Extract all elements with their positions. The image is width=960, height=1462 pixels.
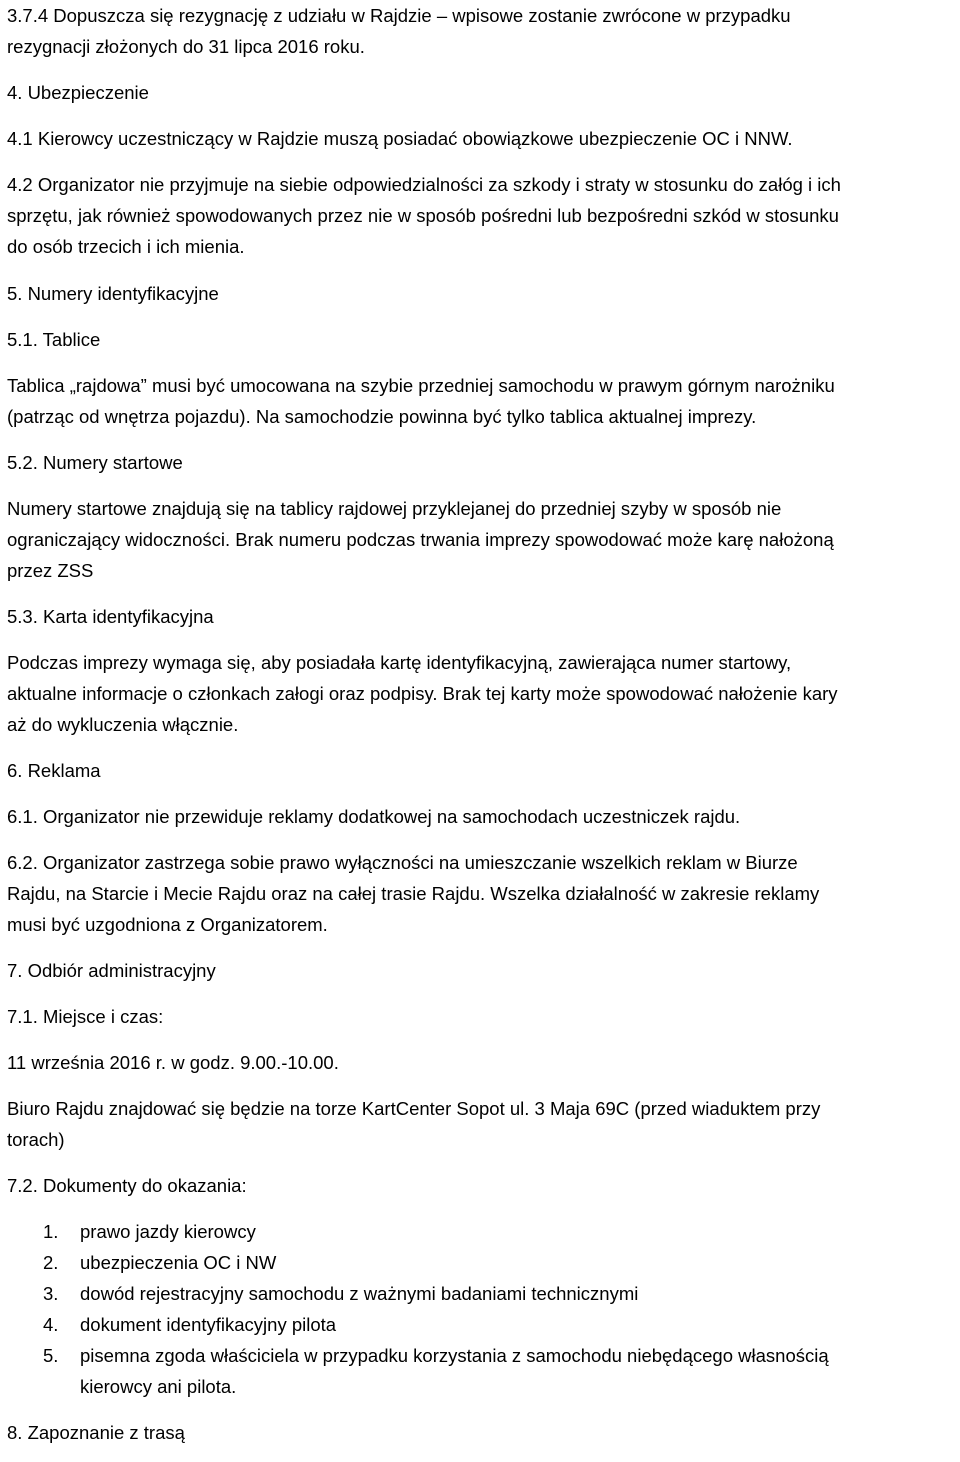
paragraph-6-1: 6.1. Organizator nie przewiduje reklamy dodatkowej na samochodach uczestniczek rajdu.	[7, 806, 741, 827]
subsection-5-1-heading: 5.1. Tablice	[7, 329, 101, 350]
list-item	[7, 1247, 957, 1278]
text-line: 4.2 Organizator nie przyjmuje na siebie odpowiedzialności za szkody i straty w stosunku do załóg i ich	[7, 174, 841, 195]
subsection-7-1-heading: 7.1. Miejsce i czas:	[7, 1006, 164, 1027]
text-line: musi być uzgodniona z Organizatorem.	[7, 914, 328, 935]
text-line: przez ZSS	[7, 560, 94, 581]
text-line: aż do wykluczenia włącznie.	[7, 714, 239, 735]
list-item-number: 5.	[43, 1345, 59, 1366]
text-line: Podczas imprezy wymaga się, aby posiadała kartę identyfikacyjną, zawierająca numer startowy,	[7, 652, 792, 673]
list-item-text: dokument identyfikacyjny pilota	[80, 1314, 337, 1335]
list-item	[7, 1216, 957, 1247]
paragraph-7-1-date: 11 września 2016 r. w godz. 9.00.-10.00.	[7, 1052, 339, 1073]
text-line: Biuro Rajdu znajdować się będzie na torze KartCenter Sopot ul. 3 Maja 69C (przed wiaduktem przy	[7, 1098, 821, 1119]
text-line: 6.2. Organizator zastrzega sobie prawo wyłączności na umieszczanie wszelkich reklam w Biurze	[7, 852, 798, 873]
text-line: 3.7.4 Dopuszcza się rezygnację z udziału w Rajdzie – wpisowe zostanie zwrócone w przypadku	[7, 5, 791, 26]
list-item-number: 4.	[43, 1314, 59, 1335]
text-line: torach)	[7, 1129, 65, 1150]
list-item	[7, 1278, 957, 1309]
paragraph-3-7-4	[7, 0, 957, 62]
list-item-text: dowód rejestracyjny samochodu z ważnymi badaniami technicznymi	[80, 1283, 639, 1304]
list-item-text: prawo jazdy kierowcy	[80, 1221, 256, 1242]
list-item-text: pisemna zgoda właściciela w przypadku korzystania z samochodu niebędącego własnością	[80, 1345, 829, 1366]
section-8-heading: 8. Zapoznanie z trasą	[7, 1422, 185, 1443]
list-item	[7, 1309, 957, 1340]
section-5-heading: 5. Numery identyfikacyjne	[7, 283, 219, 304]
subsection-7-2-heading: 7.2. Dokumenty do okazania:	[7, 1175, 247, 1196]
subsection-5-3-heading: 5.3. Karta identyfikacyjna	[7, 606, 214, 627]
paragraph-6-2	[7, 847, 957, 940]
paragraph-4-1: 4.1 Kierowcy uczestniczący w Rajdzie muszą posiadać obowiązkowe ubezpieczenie OC i NNW.	[7, 128, 793, 149]
text-line: ograniczający widoczności. Brak numeru podczas trwania imprezy spowodować może karę nałożoną	[7, 529, 834, 550]
text-line: Tablica „rajdowa” musi być umocowana na szybie przedniej samochodu w prawym górnym narożniku	[7, 375, 835, 396]
section-6-heading: 6. Reklama	[7, 760, 101, 781]
list-item-text: kierowcy ani pilota.	[80, 1376, 237, 1397]
list-item-number: 3.	[43, 1283, 59, 1304]
list-item-text: ubezpieczenia OC i NW	[80, 1252, 277, 1273]
text-line: rezygnacji złożonych do 31 lipca 2016 roku.	[7, 36, 365, 57]
paragraph-7-1-place	[7, 1093, 957, 1155]
text-line: Numery startowe znajdują się na tablicy rajdowej przyklejanej do przedniej szyby w sposób nie	[7, 498, 782, 519]
document-body	[7, 0, 957, 1448]
list-item-number: 1.	[43, 1221, 59, 1242]
text-line: do osób trzecich i ich mienia.	[7, 236, 245, 257]
text-line: sprzętu, jak również spowodowanych przez nie w sposób pośredni lub bezpośredni szkód w stosunku	[7, 205, 839, 226]
paragraph-4-2	[7, 169, 957, 262]
paragraph-5-1	[7, 370, 957, 432]
text-line: Rajdu, na Starcie i Mecie Rajdu oraz na całej trasie Rajdu. Wszelka działalność w zakresie reklamy	[7, 883, 820, 904]
documents-list	[7, 1216, 957, 1402]
list-item-number: 2.	[43, 1252, 59, 1273]
text-line: (patrząc od wnętrza pojazdu). Na samochodzie powinna być tylko tablica aktualnej imprezy.	[7, 406, 757, 427]
text-line: aktualne informacje o członkach załogi oraz podpisy. Brak tej karty może spowodować nałożenie kary	[7, 683, 838, 704]
section-7-heading: 7. Odbiór administracyjny	[7, 960, 216, 981]
list-item	[7, 1340, 957, 1402]
paragraph-5-3	[7, 647, 957, 740]
paragraph-5-2	[7, 493, 957, 586]
subsection-5-2-heading: 5.2. Numery startowe	[7, 452, 183, 473]
section-4-heading: 4. Ubezpieczenie	[7, 82, 149, 103]
